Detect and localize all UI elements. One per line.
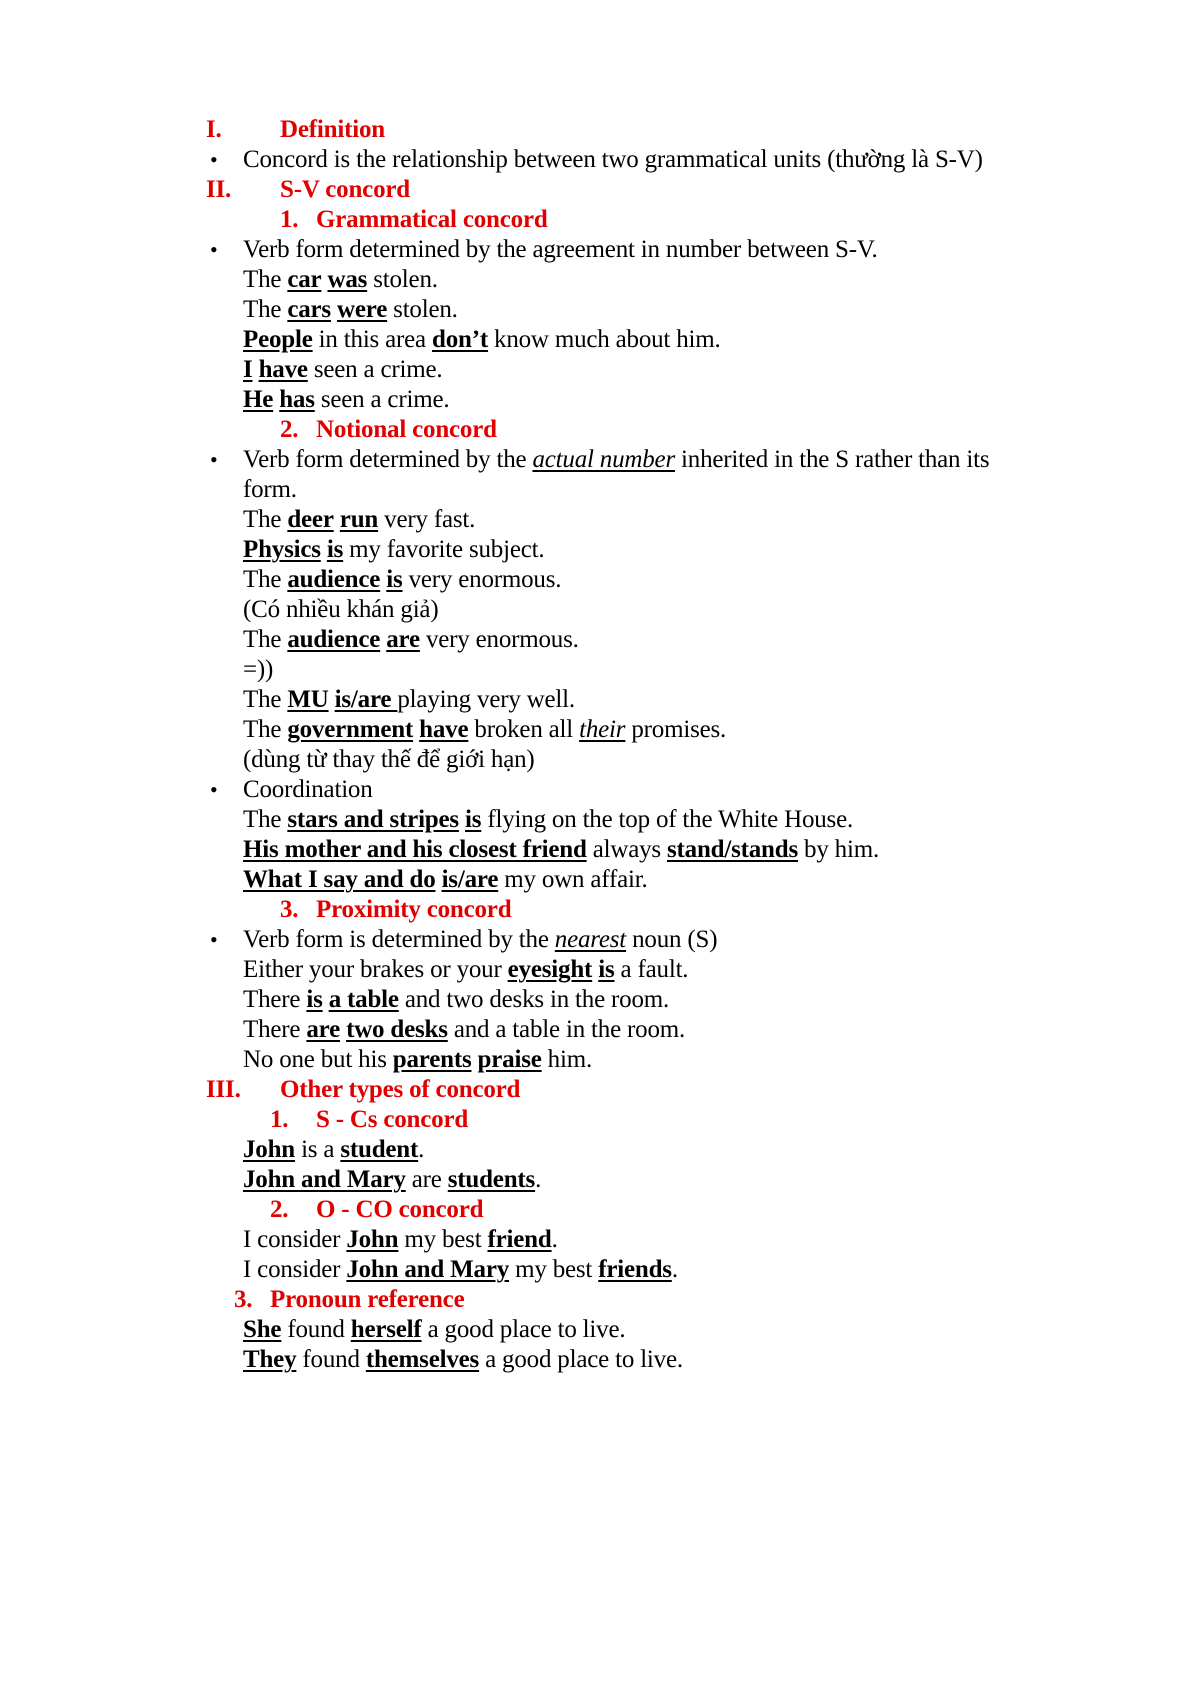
section-heading-numeral: III. [206, 1076, 241, 1103]
example-line [243, 715, 726, 745]
example-line [243, 505, 475, 535]
example-line [243, 385, 449, 415]
body-line [243, 445, 989, 475]
example-line [243, 955, 688, 985]
text-run: form. [243, 476, 297, 503]
section-heading-title: Other types of concord [280, 1076, 521, 1103]
emphasized-term: was [327, 266, 368, 293]
emphasized-term: are [386, 626, 420, 653]
text-run: my favorite subject. [343, 536, 545, 563]
section-heading-numeral: I. [206, 116, 222, 143]
emphasized-term: students [447, 1166, 536, 1193]
subsection-title: Proximity concord [316, 896, 512, 923]
text-run: The [243, 686, 288, 713]
example-line [243, 805, 853, 835]
subsection-title: S - Cs concord [316, 1106, 469, 1133]
emphasized-term: has [279, 386, 315, 413]
subsection-number: 1. [280, 206, 299, 233]
emphasized-term: praise [477, 1046, 542, 1073]
text-run: . [535, 1166, 542, 1193]
emphasized-term: car [287, 266, 322, 293]
emphasized-term: stand/stands [666, 836, 798, 863]
text-run: The [243, 626, 288, 653]
emphasized-term: a table [328, 986, 399, 1013]
text-run: broken all [468, 716, 580, 743]
emphasized-term: stars and stripes [287, 806, 459, 833]
subsection-number: 2. [270, 1196, 289, 1223]
text-run: seen a crime. [314, 386, 450, 413]
emphasized-term: She [243, 1316, 282, 1343]
example-line [243, 325, 721, 355]
emphasized-term: have [258, 356, 308, 383]
emphasized-term: eyesight [507, 956, 593, 983]
text-run: There [243, 1016, 307, 1043]
example-line [243, 265, 438, 295]
text-run: The [243, 296, 288, 323]
text-run: The [243, 716, 288, 743]
text-run: my best [398, 1226, 488, 1253]
emphasized-term: audience [287, 566, 381, 593]
text-run: promises. [625, 716, 727, 743]
emphasized-term: run [339, 506, 379, 533]
bullet-icon: • [210, 147, 218, 172]
emphasized-term: is/are [334, 686, 398, 713]
body-line [243, 475, 297, 505]
example-line [243, 1045, 592, 1075]
text-run: very fast. [378, 506, 476, 533]
bullet-icon: • [210, 777, 218, 802]
example-line [243, 1225, 558, 1255]
emphasized-term: herself [350, 1316, 422, 1343]
text-run: . [671, 1256, 678, 1283]
emphasized-term: They [243, 1346, 297, 1373]
emphasized-term: is [465, 806, 482, 833]
text-run: in this area [312, 326, 433, 353]
example-line [243, 565, 561, 595]
text-run: I consider [243, 1226, 347, 1253]
emphasized-term: He [243, 386, 274, 413]
section-heading-title: S-V concord [280, 176, 410, 203]
text-run: and two desks in the room. [398, 986, 670, 1013]
subsection-number: 1. [270, 1106, 289, 1133]
emphasized-term: friends [598, 1256, 672, 1283]
example-line [243, 535, 544, 565]
text-run: seen a crime. [307, 356, 443, 383]
body-line [243, 925, 717, 955]
italic-emphasis: their [579, 716, 626, 743]
example-line [243, 985, 669, 1015]
text-run: very enormous. [419, 626, 579, 653]
section-heading-title: Definition [280, 116, 385, 143]
emphasized-term: What I say and do [243, 866, 436, 893]
text-run: The [243, 806, 288, 833]
text-run: a good place to live. [421, 1316, 626, 1343]
text-run: There [243, 986, 307, 1013]
bullet-icon: • [210, 447, 218, 472]
emphasized-term: parents [392, 1046, 472, 1073]
text-run: (Có nhiều khán giả) [243, 596, 439, 623]
section-heading-numeral: II. [206, 176, 232, 203]
emphasized-term: John and Mary [243, 1166, 406, 1193]
text-run: and a table in the room. [447, 1016, 686, 1043]
example-line [243, 625, 579, 655]
body-line [243, 775, 373, 805]
text-run: found [296, 1346, 366, 1373]
note-line [243, 655, 273, 685]
emphasized-term: two desks [346, 1016, 448, 1043]
emphasized-term: is/are [441, 866, 499, 893]
example-line [243, 1015, 685, 1045]
text-run: inherited in the S rather than its [674, 446, 990, 473]
text-run: by him. [797, 836, 880, 863]
subsection-title: Grammatical concord [316, 206, 548, 233]
text-run: always [586, 836, 667, 863]
text-run: No one but his [243, 1046, 393, 1073]
emphasized-term: is [326, 536, 344, 563]
body-line [243, 145, 983, 175]
bullet-icon: • [210, 237, 218, 262]
text-run: Verb form determined by the agreement in number between S-V. [243, 236, 878, 263]
example-line [243, 1345, 683, 1375]
italic-emphasis: nearest [554, 926, 627, 953]
text-run: stolen. [367, 266, 438, 293]
text-run: Verb form determined by the [243, 446, 533, 473]
text-run: . [418, 1136, 425, 1163]
subsection-title: O - CO concord [316, 1196, 484, 1223]
subsection-title: Pronoun reference [270, 1286, 465, 1313]
emphasized-term: Physics [243, 536, 321, 563]
bullet-icon: • [210, 927, 218, 952]
emphasized-term: have [419, 716, 469, 743]
subsection-title: Notional concord [316, 416, 497, 443]
emphasized-term: are [306, 1016, 340, 1043]
text-run: Coordination [243, 776, 373, 803]
example-line [243, 1135, 424, 1165]
text-run: The [243, 566, 288, 593]
emphasized-term: John [346, 1226, 399, 1253]
text-run: very enormous. [402, 566, 562, 593]
emphasized-term: I [243, 356, 253, 383]
emphasized-term: were [337, 296, 388, 323]
emphasized-term: friend [487, 1226, 552, 1253]
text-run: my own affair. [498, 866, 648, 893]
emphasized-term: don’t [432, 326, 488, 353]
text-run: noun (S) [626, 926, 718, 953]
note-line [243, 595, 438, 625]
text-run: I consider [243, 1256, 347, 1283]
emphasized-term: MU [287, 686, 329, 713]
text-run: flying on the top of the White House. [481, 806, 854, 833]
subsection-number: 3. [234, 1286, 253, 1313]
text-run: stolen. [387, 296, 458, 323]
text-run: are [405, 1166, 448, 1193]
example-line [243, 355, 442, 385]
text-run: a fault. [614, 956, 689, 983]
emphasized-term: deer [287, 506, 334, 533]
text-run: . [551, 1226, 558, 1253]
emphasized-term: John [243, 1136, 296, 1163]
subsection-number: 2. [280, 416, 299, 443]
example-line [243, 865, 648, 895]
emphasized-term: People [243, 326, 313, 353]
emphasized-term: is [598, 956, 615, 983]
text-run: is a [295, 1136, 341, 1163]
body-line [243, 235, 878, 265]
emphasized-term: themselves [365, 1346, 480, 1373]
example-line [243, 1165, 541, 1195]
text-run: found [281, 1316, 351, 1343]
example-line [243, 295, 458, 325]
example-line [243, 685, 575, 715]
text-run: know much about him. [487, 326, 721, 353]
text-run: Concord is the relationship between two grammatical units (thường là S-V) [243, 146, 983, 173]
emphasized-term: is [386, 566, 403, 593]
text-run: my best [509, 1256, 599, 1283]
text-run: playing very well. [397, 686, 575, 713]
italic-emphasis: actual number [532, 446, 675, 473]
text-run: Either your brakes or your [243, 956, 508, 983]
example-line [243, 1255, 678, 1285]
text-run: The [243, 506, 288, 533]
text-run: a good place to live. [479, 1346, 683, 1373]
text-run: The [243, 266, 288, 293]
note-line [243, 745, 535, 775]
emphasized-term: His mother and his closest friend [243, 836, 587, 863]
emphasized-term: government [287, 716, 414, 743]
emphasized-term: student [340, 1136, 419, 1163]
example-line [243, 1315, 625, 1345]
text-run: =)) [243, 656, 274, 683]
text-run: (dùng từ thay thế để giới hạn) [243, 746, 535, 773]
example-line [243, 835, 879, 865]
text-run: Verb form is determined by the [243, 926, 555, 953]
emphasized-term: audience [287, 626, 381, 653]
emphasized-term: is [306, 986, 323, 1013]
text-run: him. [541, 1046, 593, 1073]
emphasized-term: cars [287, 296, 331, 323]
subsection-number: 3. [280, 896, 299, 923]
emphasized-term: John and Mary [346, 1256, 510, 1283]
